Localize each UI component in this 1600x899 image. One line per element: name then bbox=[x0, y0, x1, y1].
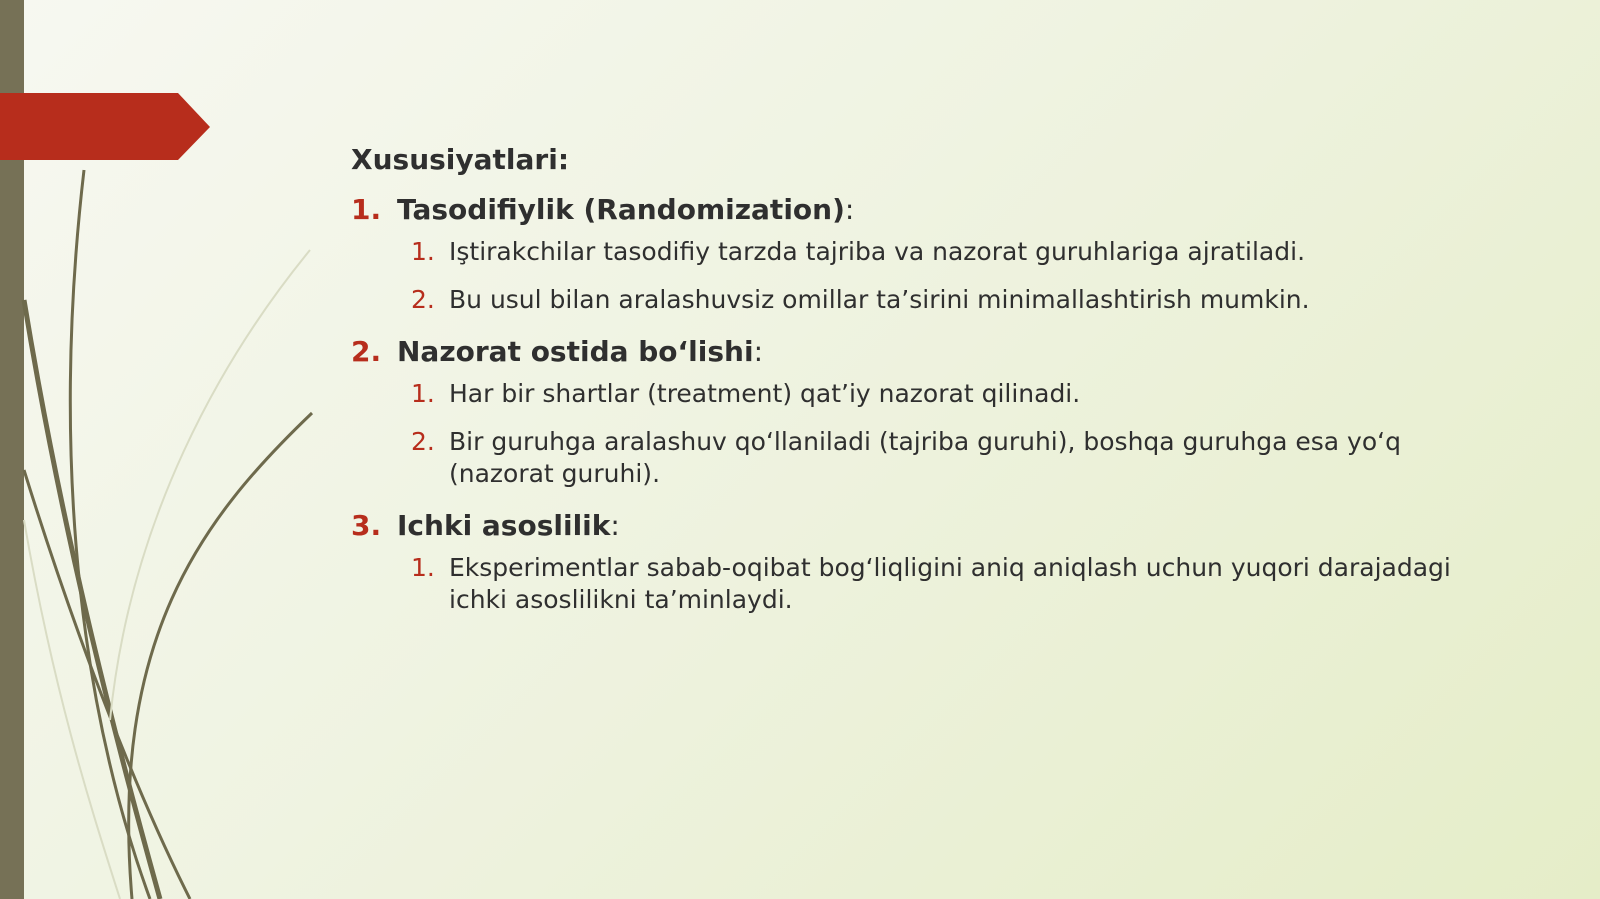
list-item-text: Har bir shartlar (treatment) qat’iy nazorat qilinadi. bbox=[449, 379, 1081, 408]
list-item-number: 1. bbox=[411, 553, 435, 582]
section-header bbox=[351, 190, 1461, 230]
list-item-text: Eksperimentlar sabab-oqibat bog‘liqligini aniq aniqlash uchun yuqori darajadagi ichki asoslilikni ta’minlaydi. bbox=[449, 553, 1451, 614]
list-item-number: 1. bbox=[411, 379, 435, 408]
list-item bbox=[411, 378, 1461, 410]
section-colon: : bbox=[610, 509, 620, 542]
decorative-grass-strokes bbox=[0, 0, 340, 899]
list-item bbox=[411, 284, 1461, 316]
grass-stroke-5 bbox=[110, 250, 310, 720]
list-item-number: 2. bbox=[411, 427, 435, 456]
list-item-text: Bir guruhga aralashuv qo‘llaniladi (tajriba guruhi), boshqa guruhga esa yo‘q (nazorat guruhi). bbox=[449, 427, 1401, 488]
section-title: Tasodifiylik (Randomization) bbox=[397, 193, 845, 226]
section-number: 2. bbox=[351, 335, 382, 368]
grass-stroke-4 bbox=[24, 470, 190, 899]
section-colon: : bbox=[844, 193, 855, 226]
section-title: Nazorat ostida bo‘lishi bbox=[397, 335, 754, 368]
list-item-text: Bu usul bilan aralashuvsiz omillar ta’sirini minimallashtirish mumkin. bbox=[449, 285, 1310, 314]
section-number: 1. bbox=[351, 193, 382, 226]
section-control bbox=[351, 332, 1461, 490]
section-title-line bbox=[397, 190, 854, 230]
list-item bbox=[411, 236, 1461, 268]
list-item-number: 2. bbox=[411, 285, 435, 314]
section-colon: : bbox=[753, 335, 764, 368]
list-item bbox=[411, 552, 1461, 616]
section-header bbox=[351, 332, 1461, 372]
list-item-number: 1. bbox=[411, 237, 435, 266]
section-internal-validity bbox=[351, 506, 1461, 616]
section-title-line bbox=[397, 332, 763, 372]
section-title-line bbox=[397, 506, 620, 546]
section-randomization bbox=[351, 190, 1461, 316]
section-title: Ichki asoslilik bbox=[397, 509, 611, 542]
section-header bbox=[351, 506, 1461, 546]
section-number: 3. bbox=[351, 509, 382, 542]
list-item bbox=[411, 426, 1461, 490]
slide-content bbox=[351, 140, 1461, 632]
slide-heading: Xususiyatlari: bbox=[351, 143, 570, 176]
red-pentagon-tab bbox=[0, 93, 210, 160]
list-item-text: Iştirakchilar tasodifiy tarzda tajriba va nazorat guruhlariga ajratiladi. bbox=[449, 237, 1306, 266]
